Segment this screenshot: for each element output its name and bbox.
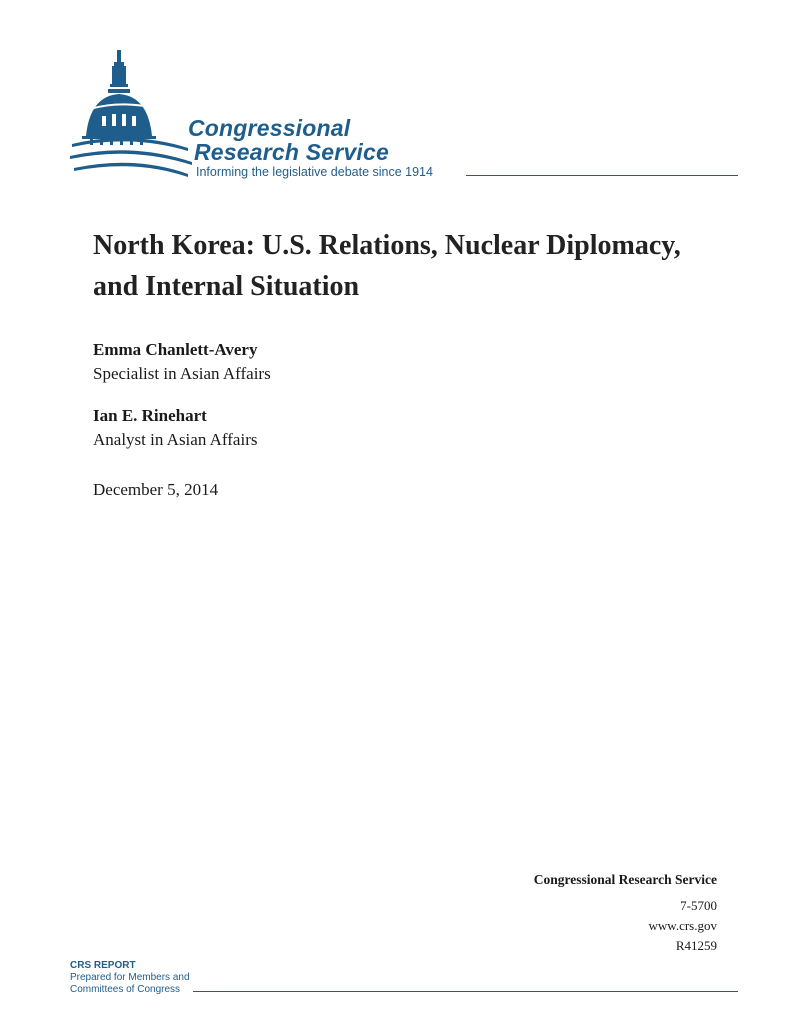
report-number: R41259 (675, 938, 717, 953)
publisher-website: www.crs.gov (648, 918, 717, 933)
author-1 (93, 338, 271, 386)
footer-line-2: Committees of Congress (70, 984, 181, 995)
crs-logo (70, 44, 750, 184)
tagline-rule (466, 175, 738, 176)
footer-rule (193, 991, 738, 992)
publisher-block (534, 870, 717, 956)
footer-report (70, 960, 190, 996)
publisher-org: Congressional Research Service (533, 872, 717, 887)
brand-line-2: Research Service (194, 139, 390, 165)
footer-label: CRS REPORT (70, 960, 136, 971)
brand-name (188, 116, 389, 164)
publisher-code: 7-5700 (680, 898, 717, 913)
document-title: North Korea: U.S. Relations, Nuclear Diplomacy, and Internal Situation (93, 230, 681, 302)
author-role: Analyst in Asian Affairs (93, 430, 258, 449)
author-role: Specialist in Asian Affairs (93, 364, 271, 383)
author-2 (93, 404, 257, 452)
capitol-dome-icon (70, 44, 200, 184)
publication-date: December 5, 2014 (93, 480, 219, 499)
tagline: Informing the legislative debate since 1914 (196, 165, 433, 179)
footer-line-1: Prepared for Members and (70, 972, 190, 983)
author-name: Ian E. Rinehart (93, 406, 207, 425)
author-name: Emma Chanlett-Avery (93, 340, 258, 359)
brand-line-1: Congressional (188, 115, 351, 141)
